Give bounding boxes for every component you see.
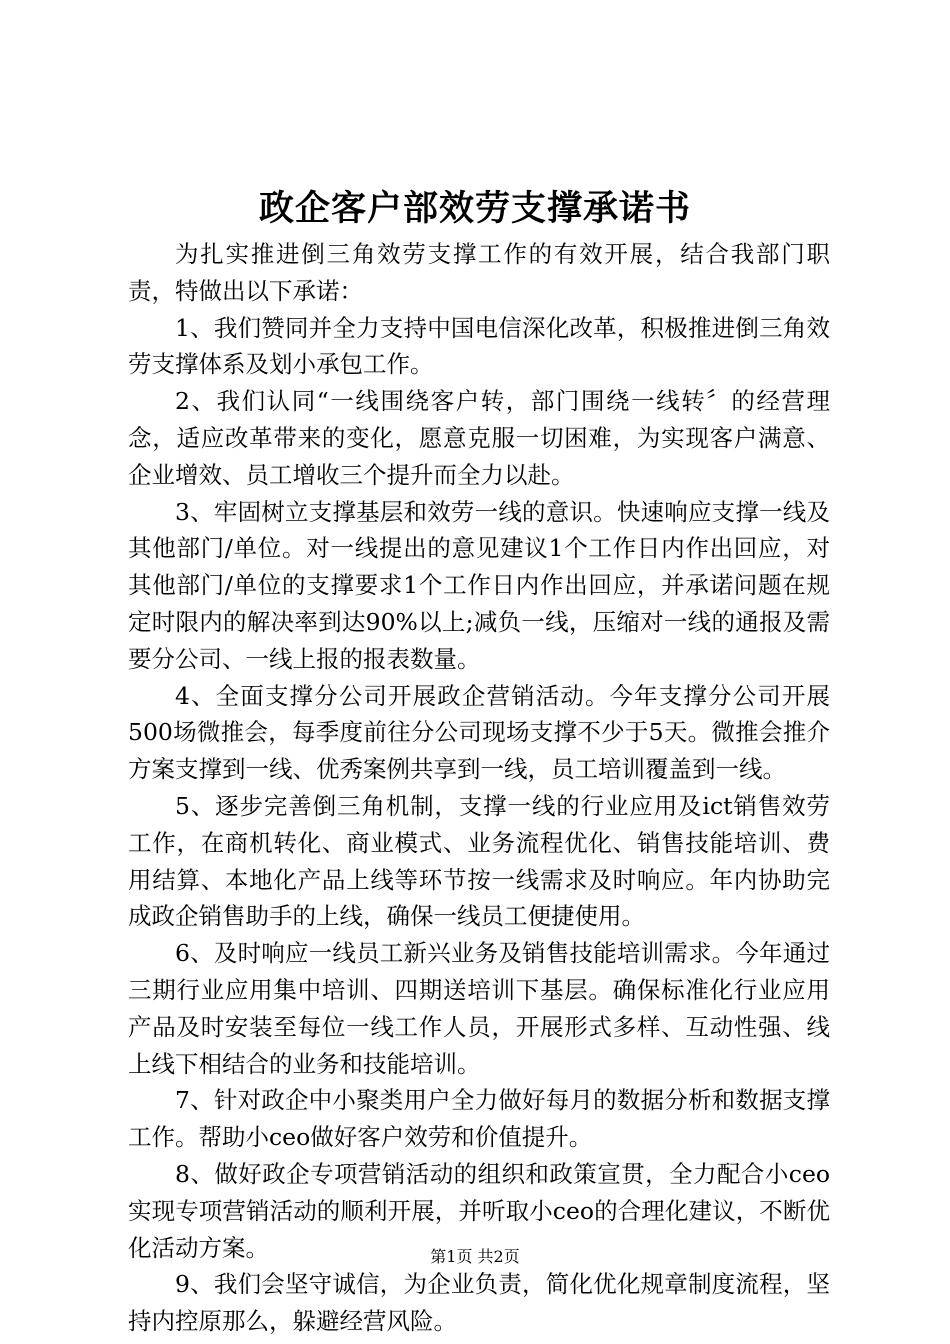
- paragraph-item-7: 7、针对政企中小聚类用户全力做好每月的数据分析和数据支撑工作。帮助小ceo做好客户效劳和价值提升。: [128, 1086, 830, 1152]
- paragraph-item-2: 2、我们认同“一线围绕客户转，部门围绕一线转〞的经营理念，适应改革带来的变化，愿意克服一切困难，为实现客户满意、企业增效、员工增收三个提升而全力以赴。: [128, 387, 830, 489]
- paragraph-item-8: 8、做好政企专项营销活动的组织和政策宣贯，全力配合小ceo实现专项营销活动的顺利开展，并听取小ceo的合理化建议，不断优化活动方案。: [128, 1159, 830, 1262]
- paragraph-item-4: 4、全面支撑分公司开展政企营销活动。今年支撑分公司开展500场微推会，每季度前往分公司现场支撑不少于5天。微推会推介方案支撑到一线、优秀案例共享到一线，员工培训覆盖到一线。: [128, 681, 830, 784]
- document-title: 政企客户部效劳支撑承诺书: [258, 188, 691, 229]
- paragraph-item-9: 9、我们会坚守诚信，为企业负责，简化优化规章制度流程，坚持内控原那么，躲避经营风险。: [128, 1270, 830, 1336]
- paragraph-item-5: 5、逐步完善倒三角机制，支撑一线的行业应用及ict销售效劳工作，在商机转化、商业模式、业务流程优化、销售技能培训、费用结算、本地化产品上线等环节按一线需求及时响应。年内协助完成政企销售助手的上线，确保一线员工便捷使用。: [128, 791, 830, 931]
- paragraph-item-1: 1、我们赞同并全力支持中国电信深化改革，积极推进倒三角效劳支撑体系及划小承包工作。: [128, 313, 830, 379]
- paragraph-item-3: 3、牢固树立支撑基层和效劳一线的意识。快速响应支撑一线及其他部门/单位。对一线提出的意见建议1个工作日内作出回应，对其他部门/单位的支撑要求1个工作日内作出回应，并承诺问题在规定时限内的解决率到达90%以上;减负一线，压缩对一线的通报及需要分公司、一线上报的报表数量。: [128, 497, 830, 673]
- document-body: [128, 236, 830, 1340]
- paragraph-intro: 为扎实推进倒三角效劳支撑工作的有效开展，结合我部门职责，特做出以下承诺：: [128, 240, 830, 305]
- paragraph-item-6: 6、及时响应一线员工新兴业务及销售技能培训需求。今年通过三期行业应用集中培训、四期送培训下基层。确保标准化行业应用产品及时安装至每位一线工作人员，开展形式多样、互动性强、线上线下相结合的业务和技能培训。: [128, 939, 830, 1078]
- page-number-footer: 第1页 共2页: [430, 1247, 520, 1266]
